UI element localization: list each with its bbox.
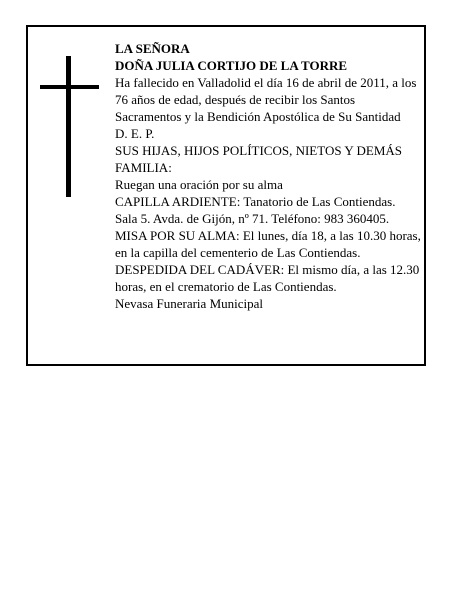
- latin-cross-icon: [28, 27, 29, 28]
- family-line: SUS HIJAS, HIJOS POLÍTICOS, NIETOS Y DEMÁS FAMILIA:: [115, 143, 402, 175]
- deceased-name: DOÑA JULIA CORTIJO DE LA TORRE: [115, 58, 348, 73]
- notice-title: LA SEÑORA: [115, 41, 190, 56]
- notice-text-block: [115, 40, 421, 312]
- chapel-info: CAPILLA ARDIENTE: Tanatorio de Las Contiendas. Sala 5. Avda. de Gijón, nº 71. Teléfono: 983 360405.: [115, 194, 396, 226]
- prayer-request: Ruegan una oración por su alma: [115, 177, 283, 192]
- funeral-home: Nevasa Funeraria Municipal: [115, 296, 264, 311]
- dep-text: D. E. P.: [115, 126, 155, 141]
- obituary-notice: [26, 25, 426, 366]
- farewell-info: DESPEDIDA DEL CADÁVER: El mismo día, a las 12.30 horas, en el crematorio de Las Contiendas.: [115, 262, 420, 294]
- death-announcement: Ha fallecido en Valladolid el día 16 de abril de 2011, a los 76 años de edad, después de recibir los Santos Sacramentos y la Bendición Apostólica de Su Santidad: [115, 75, 417, 124]
- cross-horizontal-bar: [40, 85, 99, 89]
- mass-info: MISA POR SU ALMA: El lunes, día 18, a las 10.30 horas, en la capilla del cementerio de Las Contiendas.: [115, 228, 421, 260]
- cross-vertical-bar: [66, 56, 71, 197]
